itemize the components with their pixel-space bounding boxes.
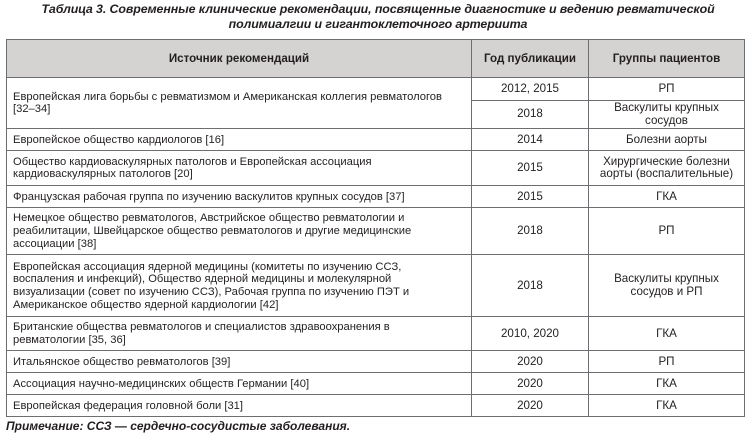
- source-cell: Европейское общество кардиологов [16]: [7, 129, 472, 151]
- table-row: [7, 129, 745, 151]
- year-cell: 2018: [472, 101, 589, 129]
- group-cell: ГКА: [589, 373, 745, 395]
- source-cell: Ассоциация научно-медицинских обществ Германии [40]: [7, 373, 472, 395]
- year-cell: 2020: [472, 395, 589, 417]
- recommendations-table: [6, 39, 745, 417]
- table-row: [7, 208, 745, 255]
- source-cell: Немецкое общество ревматологов, Австрийское общество ревматологии и реабилитации, Швейцарское общество ревматологов и другие медицинские ассоциации [38]: [7, 208, 472, 255]
- year-cell: 2020: [472, 373, 589, 395]
- table-row: [7, 78, 745, 101]
- table-caption: Таблица 3. Современные клинические рекомендации, посвященные диагностике и ведению ревматической полимиалгии и гигантоклеточного артериита: [41, 2, 715, 31]
- table-row: [7, 255, 745, 317]
- group-cell: Хирургические болезни аорты (воспалительные): [589, 151, 745, 186]
- group-cell: ГКА: [589, 186, 745, 208]
- source-cell: Европейская федерация головной боли [31]: [7, 395, 472, 417]
- table-row: [7, 186, 745, 208]
- source-cell: Итальянское общество ревматологов [39]: [7, 351, 472, 373]
- year-cell: 2010, 2020: [472, 317, 589, 351]
- group-cell: Болезни аорты: [589, 129, 745, 151]
- group-cell: РП: [589, 208, 745, 255]
- group-cell: Васкулиты крупных сосудов: [589, 101, 745, 129]
- source-cell: Британские общества ревматологов и специалистов здравоохранения в ревматологии [35, 36]: [7, 317, 472, 351]
- year-cell: 2012, 2015: [472, 78, 589, 101]
- group-cell: РП: [589, 351, 745, 373]
- group-cell: ГКА: [589, 395, 745, 417]
- year-cell: 2018: [472, 255, 589, 317]
- source-cell: Европейская лига борьбы с ревматизмом и Американская коллегия ревматологов [32–34]: [7, 78, 472, 129]
- year-cell: 2015: [472, 186, 589, 208]
- year-cell: 2014: [472, 129, 589, 151]
- table-row: [7, 351, 745, 373]
- table-header-row: [7, 40, 745, 78]
- group-cell: РП: [589, 78, 745, 101]
- header-source: Источник рекомендаций: [7, 40, 472, 78]
- source-cell: Общество кардиоваскулярных патологов и Европейская ассоциация кардиоваскулярных патологов [20]: [7, 151, 472, 186]
- header-year: Год публикации: [472, 40, 589, 78]
- group-cell: ГКА: [589, 317, 745, 351]
- header-group: Группы пациентов: [589, 40, 745, 78]
- table-row: [7, 395, 745, 417]
- table-row: [7, 373, 745, 395]
- table-note: Примечание: ССЗ — сердечно-сосудистые заболевания.: [6, 419, 351, 433]
- source-cell: Европейская ассоциация ядерной медицины (комитеты по изучению ССЗ, воспаления и инфекций), Общество ядерной медицины и молекулярной визуализации (совет по изучению ССЗ), Рабочая группа по изучению ПЭТ и Американское общество ядерной кардиологии [42]: [7, 255, 472, 317]
- year-cell: 2020: [472, 351, 589, 373]
- year-cell: 2018: [472, 208, 589, 255]
- group-cell: Васкулиты крупных сосудов и РП: [589, 255, 745, 317]
- year-cell: 2015: [472, 151, 589, 186]
- source-cell: Французская рабочая группа по изучению васкулитов крупных сосудов [37]: [7, 186, 472, 208]
- table-row: [7, 317, 745, 351]
- table-row: [7, 151, 745, 186]
